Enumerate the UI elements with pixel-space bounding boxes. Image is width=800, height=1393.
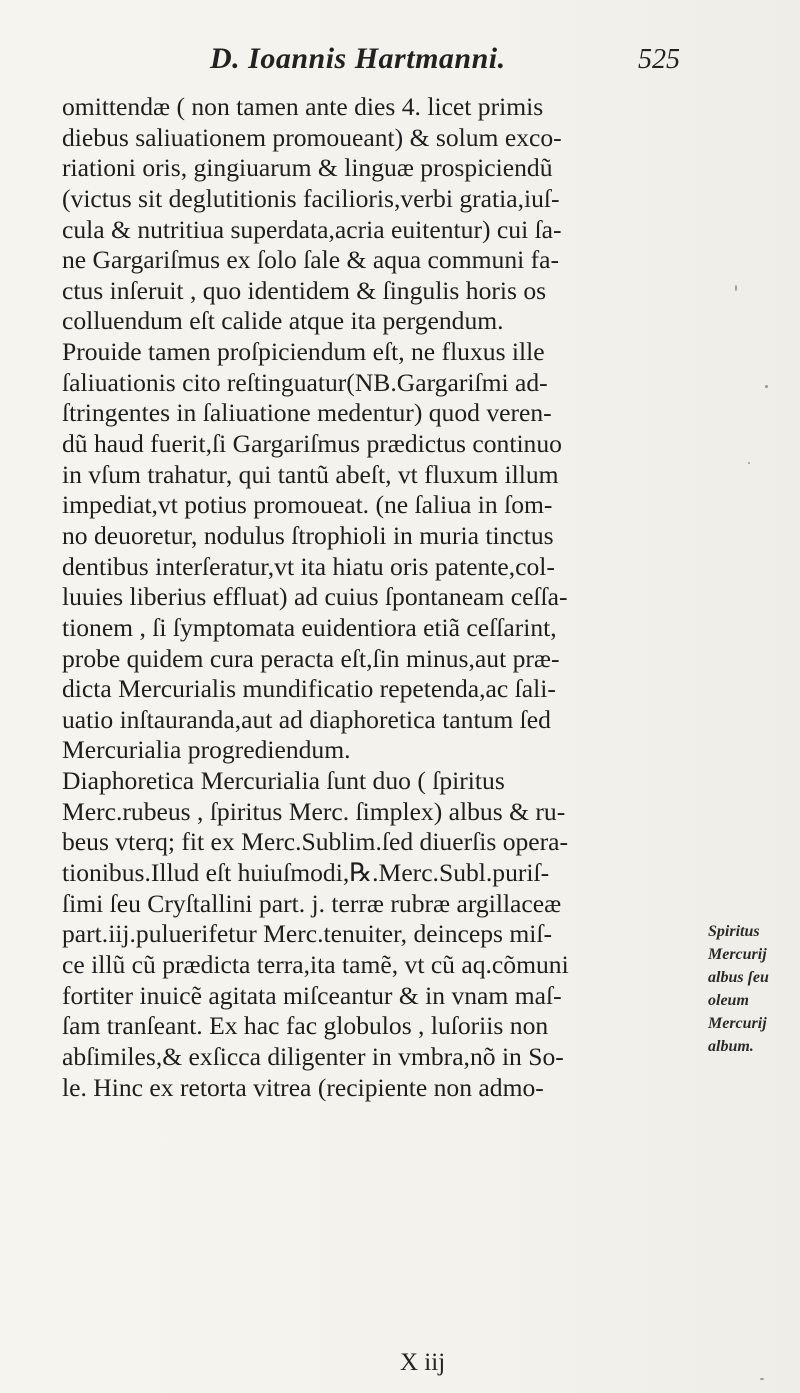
text-line: no deuoretur, nodulus ſtrophioli in muria tinctus <box>62 520 554 550</box>
page-header <box>210 42 680 82</box>
text-line: ce illũ cũ prædicta terra,ita tamẽ, vt cũ aq.cõmuni <box>62 949 569 979</box>
paper-speck <box>760 1378 764 1380</box>
paper-speck <box>765 385 768 388</box>
text-line: ſimi ſeu Cryſtallini part. j. terræ rubræ argillaceæ <box>62 888 562 918</box>
text-line: (victus sit deglutitionis facilioris,verbi gratia,iuſ- <box>62 183 560 213</box>
margin-note-line: Mercurij <box>708 1015 767 1032</box>
text-line: fortiter inuicẽ agitata miſceantur & in vnam maſ- <box>62 980 562 1010</box>
text-line: riationi oris, gingiuarum & linguæ prospiciendũ <box>62 153 553 183</box>
margin-note <box>708 920 798 1058</box>
margin-note-line: album. <box>708 1038 754 1055</box>
text-line: ctus inſeruit , quo identidem & ſingulis horis os <box>62 275 547 305</box>
text-line: Merc.rubeus , ſpiritus Merc. ſimplex) albus & ru- <box>62 796 566 826</box>
text-line: abſimiles,& exſicca diligenter in vmbra,nõ in So- <box>62 1041 564 1071</box>
text-line: in vſum trahatur, qui tantũ abeſt, vt fluxum illum <box>62 459 559 489</box>
paragraph-start-line: Prouide tamen proſpiciendum eſt, ne fluxus ille <box>62 337 545 367</box>
page-number: 525 <box>638 44 680 75</box>
text-line: Mercurialia progrediendum. <box>62 735 351 765</box>
text-line: ſaliuationis cito reſtinguatur(NB.Gargariſmi ad- <box>62 367 548 397</box>
text-line: ſam tranſeant. Ex hac fac globulos , luſoriis non <box>62 1011 549 1041</box>
margin-note-line: oleum <box>708 992 749 1009</box>
text-line: ſtringentes in ſaliuatione medentur) quod veren- <box>62 398 552 428</box>
margin-note-line: albus ſeu <box>708 969 769 986</box>
margin-note-line: Spiritus <box>708 923 760 940</box>
signature-mark: X iij <box>400 1349 446 1376</box>
text-line: tionibus.Illud eſt huiuſmodi,℞.Merc.Subl.puriſ- <box>62 858 550 888</box>
paper-speck <box>735 285 737 291</box>
text-line: probe quidem cura peracta eſt,ſin minus,aut præ- <box>62 643 560 673</box>
text-line: ne Gargariſmus ex ſolo ſale & aqua communi fa- <box>62 245 560 275</box>
text-line: dũ haud fuerit,ſi Gargariſmus prædictus continuo <box>62 429 562 459</box>
text-line: dicta Mercurialis mundificatio repetenda,ac ſali- <box>62 674 556 704</box>
text-line: cula & nutritiua superdata,acria euitentur) cui ſa- <box>62 214 562 244</box>
text-line: uatio inſtauranda,aut ad diaphoretica tantum ſed <box>62 704 551 734</box>
paragraph-start-line: Diaphoretica Mercurialia ſunt duo ( ſpiritus <box>62 766 505 796</box>
text-line: diebus saliuationem promoueant) & solum exco- <box>62 122 562 152</box>
text-line: part.iij.puluerifetur Merc.tenuiter, deinceps miſ- <box>62 919 553 949</box>
text-line: tionem , ſi ſymptomata euidentiora etiã ceſſarint, <box>62 612 557 642</box>
body-text <box>62 92 702 1103</box>
text-line: luuies liberius effluat) ad cuius ſpontaneam ceſſa- <box>62 582 568 612</box>
text-line: colluendum eſt calide atque ita pergendum. <box>62 306 504 336</box>
paper-speck <box>748 462 750 464</box>
text-line: impediat,vt potius promoueat. (ne ſaliua in ſom- <box>62 490 553 520</box>
text-line: omittendæ ( non tamen ante dies 4. licet primis <box>62 92 544 121</box>
text-line: le. Hinc ex retorta vitrea (recipiente non admo- <box>62 1072 544 1102</box>
margin-note-line: Mercurij <box>708 946 767 963</box>
text-line: dentibus interſeratur,vt ita hiatu oris patente,col- <box>62 551 555 581</box>
running-title: D. Ioannis Hartmanni. <box>210 42 506 75</box>
text-line: beus vterq; fit ex Merc.Sublim.ſed diuerſis opera- <box>62 827 569 857</box>
